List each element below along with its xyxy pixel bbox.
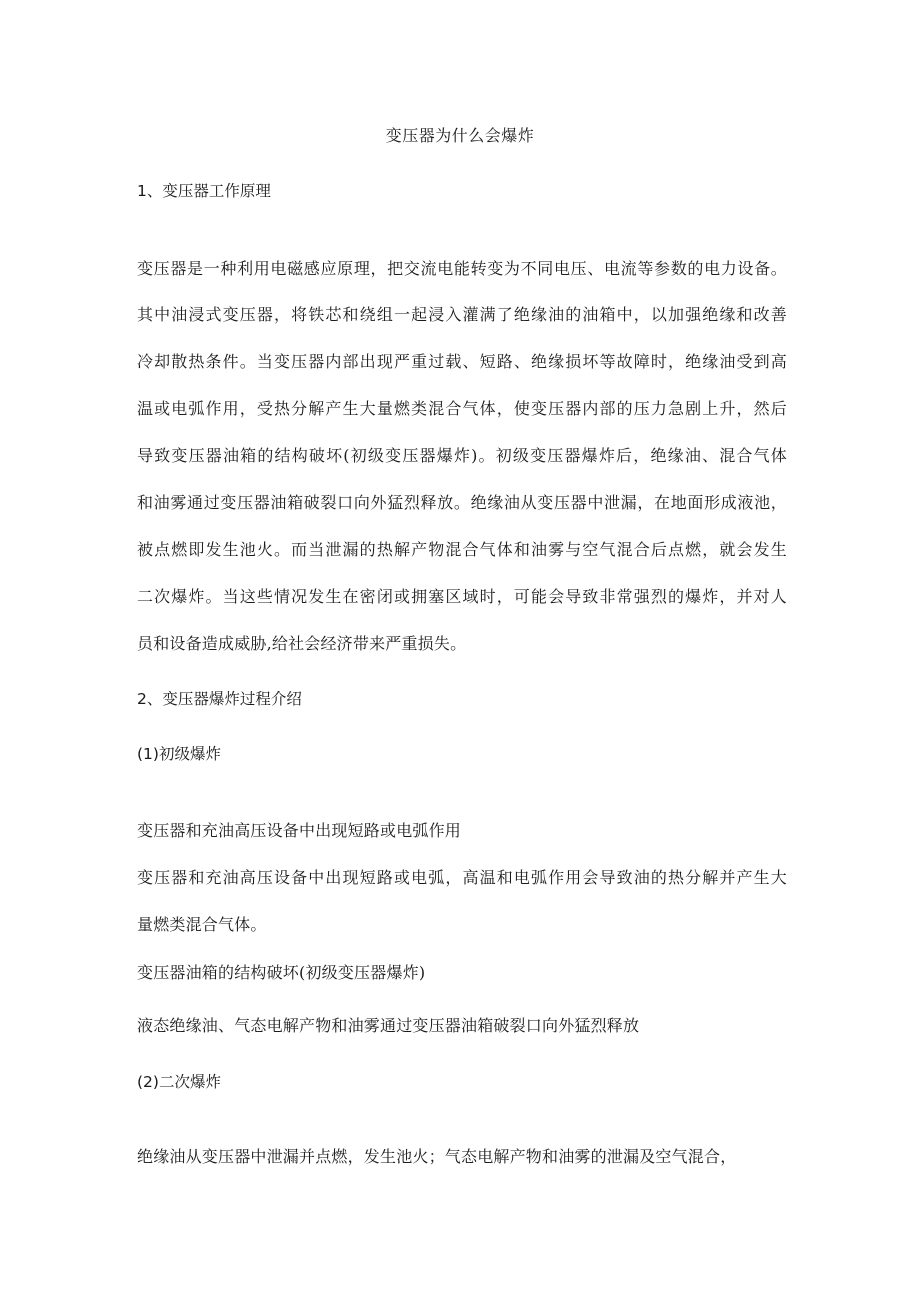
section-1-heading: 1、变压器工作原理 <box>137 182 271 200</box>
paragraph-line: 被点燃即发生池火。而当泄漏的热解产物混合气体和油雾与空气混合后点燃，就会发生 <box>137 540 787 559</box>
paragraph-line: 冷却散热条件。当变压器内部出现严重过载、短路、绝缘损坏等故障时，绝缘油受到高 <box>137 352 787 371</box>
paragraph-line: 液态绝缘油、气态电解产物和油雾通过变压器油箱破裂口向外猛烈释放 <box>137 1016 640 1035</box>
document-title: 变压器为什么会爆炸 <box>385 126 535 145</box>
paragraph-line: 和油雾通过变压器油箱破裂口向外猛烈释放。绝缘油从变压器中泄漏，在地面形成液池， <box>137 493 787 512</box>
section-2-heading: 2、变压器爆炸过程介绍 <box>137 690 302 708</box>
paragraph-line: 导致变压器油箱的结构破坏(初级变压器爆炸)。初级变压器爆炸后，绝缘油、混合气体 <box>137 446 787 465</box>
paragraph-line: 员和设备造成威胁,给社会经济带来严重损失。 <box>137 634 467 653</box>
subsection-1-heading: (1)初级爆炸 <box>137 745 221 763</box>
paragraph-line: 其中油浸式变压器，将铁芯和绕组一起浸入灌满了绝缘油的油箱中，以加强绝缘和改善 <box>137 305 787 324</box>
paragraph-line: 量燃类混合气体。 <box>137 915 267 934</box>
paragraph-line: 温或电弧作用，受热分解产生大量燃类混合气体，使变压器内部的压力急剧上升，然后 <box>137 399 787 418</box>
paragraph-line: 变压器和充油高压设备中出现短路或电弧作用 <box>137 821 462 840</box>
paragraph-line: 变压器和充油高压设备中出现短路或电弧，高温和电弧作用会导致油的热分解并产生大 <box>137 868 787 887</box>
paragraph-line: 变压器是一种利用电磁感应原理，把交流电能转变为不同电压、电流等参数的电力设备。 <box>137 259 787 278</box>
paragraph-line: 二次爆炸。当这些情况发生在密闭或拥塞区域时，可能会导致非常强烈的爆炸，并对人 <box>137 587 787 606</box>
paragraph-line: 绝缘油从变压器中泄漏并点燃，发生池火；气态电解产物和油雾的泄漏及空气混合， <box>137 1147 737 1166</box>
subsection-2-heading: (2)二次爆炸 <box>137 1073 221 1091</box>
paragraph-line: 变压器油箱的结构破坏(初级变压器爆炸) <box>137 963 426 982</box>
